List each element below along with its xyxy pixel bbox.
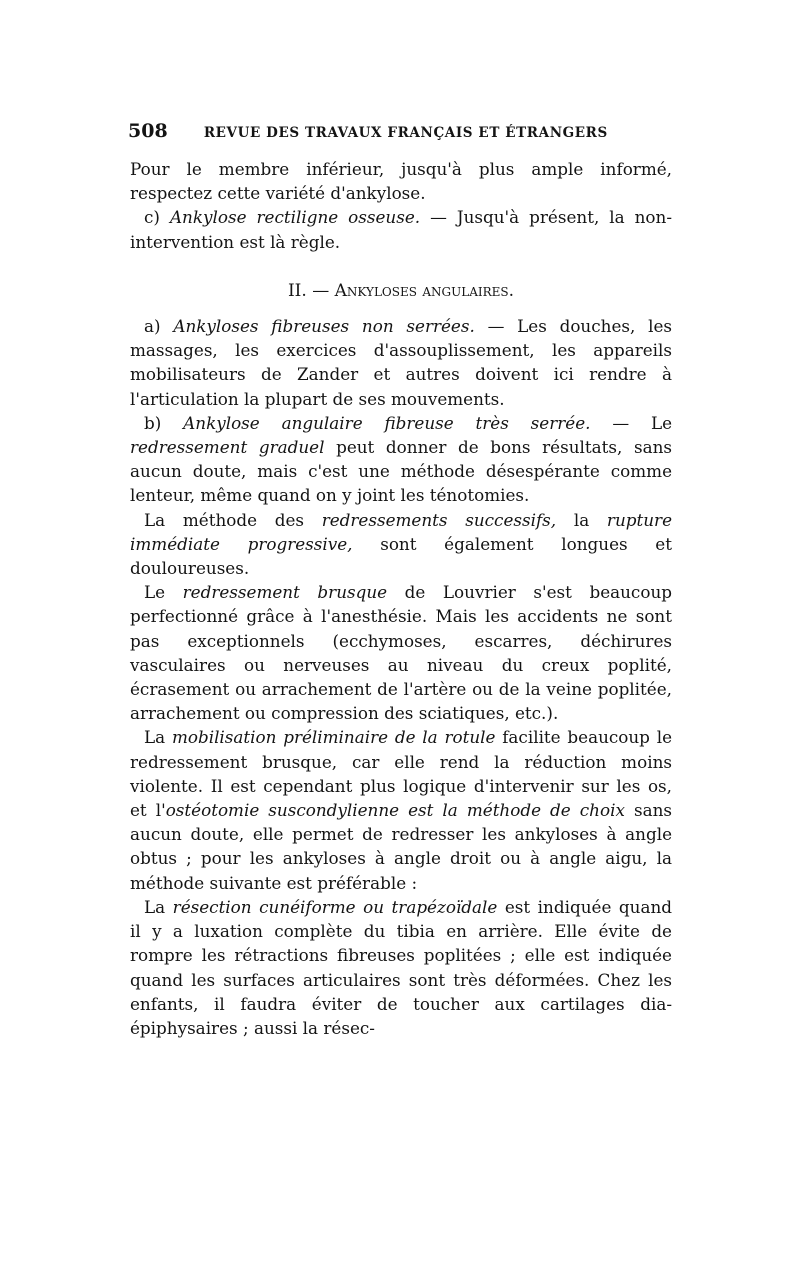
section-heading: [130, 279, 672, 303]
p3-rest: — Les douches, les massages, les exercices d'assouplissement, les appareils mobilisateurs de Zander et autres doivent ici rendre à l'articulation la plupart de ses mouvements.: [130, 316, 673, 409]
p4-rest: peut donner de bons résultats, sans aucun doute, mais c'est une méthode désespérante comme lenteur, même quand on y joint les ténotomies.: [130, 437, 672, 506]
paragraph-1: [130, 157, 672, 205]
p5-b: la: [556, 509, 607, 530]
p4-italic: Ankylose angulaire fibreuse très serrée.: [183, 412, 591, 433]
p2-lead: c): [144, 207, 170, 228]
p6-a: Le: [144, 582, 183, 603]
section-title: Ankyloses angulaires.: [334, 280, 515, 301]
p5-italic-1: redressements successifs,: [321, 509, 557, 530]
running-header: [128, 120, 608, 142]
paragraph-6: [130, 580, 672, 725]
p7-c: sans aucun doute, elle permet de redresser les ankyloses à angle obtus ; pour les ankyloses à angle droit ou à angle aigu, la méthode suivante est préférable :: [130, 800, 672, 893]
p6-b: de Louvrier s'est beaucoup perfectionné grâce à l'anesthésie. Mais les accidents ne sont pas exceptionnels (ecchymoses, escarres, déchirures vasculaires ou nerveuses au niveau du creux poplité, écrasement ou arrachement de l'artère ou de la veine poplitée, arrachement ou compression des sciatiques, etc.).: [130, 582, 672, 724]
p5-italic-2: rupture immédiate progressive,: [130, 509, 672, 554]
p2-rest: — Jusqu'à présent, la non-intervention est là règle.: [130, 207, 672, 252]
paragraph-4: [130, 411, 672, 508]
paragraph-7: [130, 725, 672, 894]
p7-italic-2: ostéotomie suscondylienne est la méthode de choix: [165, 800, 625, 821]
paragraph-5: [130, 508, 672, 581]
page-number: 508: [128, 120, 168, 142]
p4-lead: b): [144, 412, 184, 433]
p3-italic: Ankyloses fibreuses non serrées.: [173, 316, 475, 337]
p8-b: est indiquée quand il y a luxation complète du tibia en arrière. Elle évite de rompre les rétractions fibreuses poplitées ; elle est indiquée quand les surfaces articulaires sont très déformées. Chez les enfants, il faudra éviter de toucher aux cartilages dia-épiphysaires ; aussi la résec-: [130, 896, 673, 1038]
p8-a: La: [144, 896, 173, 917]
p4-mid: — Le: [590, 412, 673, 433]
p2-italic: Ankylose rectiligne osseuse.: [169, 207, 421, 228]
p7-b: facilite beaucoup le redressement brusque, car elle rend la réduction moins violente. Il est cependant plus logique d'intervenir sur les os, et l': [130, 727, 673, 821]
p5-c: sont également longues et douloureuses.: [130, 533, 672, 579]
p5-a: La méthode des: [144, 509, 322, 530]
p1-text: Pour le membre inférieur, jusqu'à plus ample informé, respectez cette variété d'ankylose.: [130, 159, 672, 204]
paragraph-8: [130, 895, 672, 1040]
p7-italic: mobilisation préliminaire de la rotule: [171, 727, 496, 748]
p4-italic-2: redressement graduel: [130, 437, 325, 458]
p3-lead: a): [144, 316, 174, 337]
page-body: [130, 157, 672, 1040]
paragraph-2: [130, 205, 672, 253]
section-number: II. —: [287, 280, 335, 301]
paragraph-3: [130, 314, 672, 411]
p7-a: La: [144, 727, 172, 748]
running-title: REVUE DES TRAVAUX FRANÇAIS ET ÉTRANGERS: [203, 125, 608, 141]
p6-italic: redressement brusque: [182, 582, 388, 603]
p8-italic: résection cunéiforme ou trapézoïdale: [172, 896, 498, 917]
